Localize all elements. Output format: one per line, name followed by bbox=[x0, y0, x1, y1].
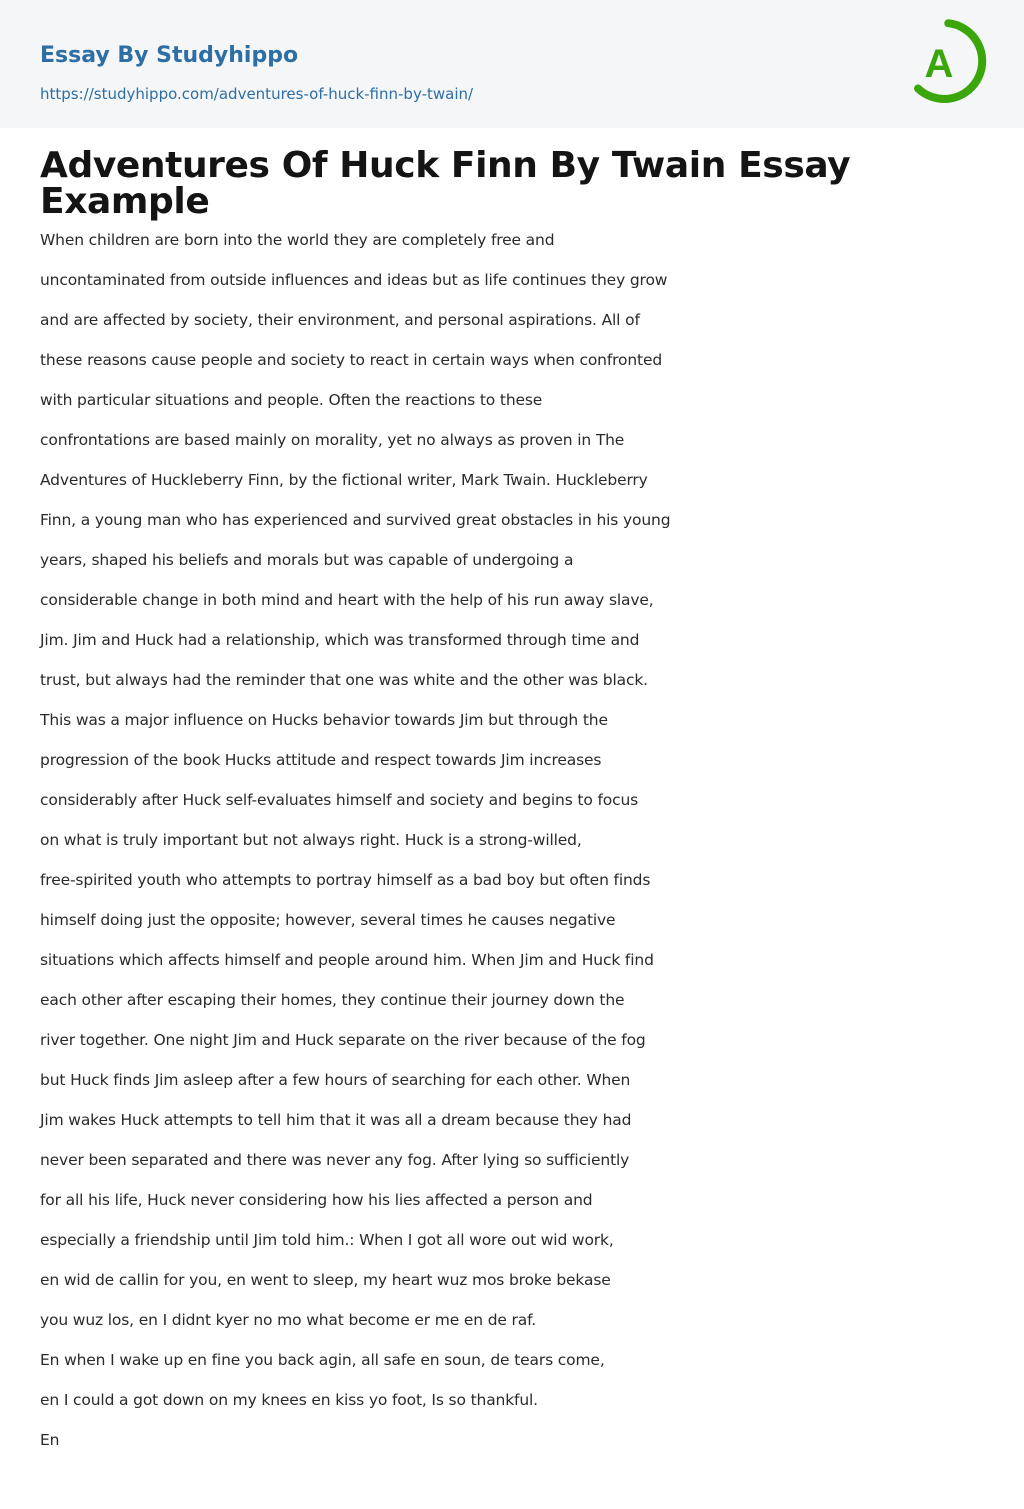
essay-line: these reasons cause people and society to react in certain ways when confronted bbox=[40, 351, 663, 369]
site-header bbox=[0, 0, 1024, 128]
essay-line: considerably after Huck self-evaluates himself and society and begins to focus bbox=[40, 791, 639, 809]
essay-line: Finn, a young man who has experienced and survived great obstacles in his young bbox=[40, 511, 671, 529]
essay-line: En bbox=[40, 1431, 60, 1449]
logo-letter: A bbox=[924, 42, 954, 86]
site-title[interactable]: Essay By Studyhippo bbox=[40, 43, 299, 68]
essay-line: situations which affects himself and people around him. When Jim and Huck find bbox=[40, 951, 654, 969]
essay-line: confrontations are based mainly on morality, yet no always as proven in The bbox=[40, 431, 625, 449]
essay-line: Adventures of Huckleberry Finn, by the fictional writer, Mark Twain. Huckleberry bbox=[40, 471, 648, 489]
essay-line: with particular situations and people. Often the reactions to these bbox=[40, 391, 543, 409]
essay-line: and are affected by society, their environment, and personal aspirations. All of bbox=[40, 311, 640, 329]
essay-line: you wuz los, en I didnt kyer no mo what become er me en de raf. bbox=[40, 1311, 537, 1329]
essay-line: en wid de callin for you, en went to sleep, my heart wuz mos broke bekase bbox=[40, 1271, 611, 1289]
essay-title: Adventures Of Huck Finn By Twain Essay Example bbox=[40, 145, 851, 222]
essay-line: for all his life, Huck never considering how his lies affected a person and bbox=[40, 1191, 593, 1209]
essay-line: progression of the book Hucks attitude and respect towards Jim increases bbox=[40, 751, 602, 769]
studyhippo-logo-icon[interactable] bbox=[908, 16, 992, 110]
essay-line: This was a major influence on Hucks behavior towards Jim but through the bbox=[40, 711, 608, 729]
essay-line: considerable change in both mind and heart with the help of his run away slave, bbox=[40, 591, 654, 609]
essay-line: en I could a got down on my knees en kiss yo foot, Is so thankful. bbox=[40, 1391, 538, 1409]
essay-line: each other after escaping their homes, they continue their journey down the bbox=[40, 991, 625, 1009]
essay-line: especially a friendship until Jim told him.: When I got all wore out wid work, bbox=[40, 1231, 614, 1249]
essay-line: When children are born into the world they are completely free and bbox=[40, 231, 555, 249]
essay-line: Jim wakes Huck attempts to tell him that it was all a dream because they had bbox=[40, 1111, 632, 1129]
essay-line: En when I wake up en fine you back agin, all safe en soun, de tears come, bbox=[40, 1351, 605, 1369]
essay-body bbox=[40, 230, 740, 1470]
essay-line: river together. One night Jim and Huck separate on the river because of the fog bbox=[40, 1031, 646, 1049]
essay-line: years, shaped his beliefs and morals but was capable of undergoing a bbox=[40, 551, 574, 569]
essay-line: on what is truly important but not always right. Huck is a strong-willed, bbox=[40, 831, 582, 849]
source-url-link[interactable]: https://studyhippo.com/adventures-of-huck-finn-by-twain/ bbox=[40, 85, 474, 103]
essay-line: free-spirited youth who attempts to portray himself as a bad boy but often finds bbox=[40, 871, 651, 889]
essay-line: never been separated and there was never any fog. After lying so sufficiently bbox=[40, 1151, 630, 1169]
essay-line: but Huck finds Jim asleep after a few hours of searching for each other. When bbox=[40, 1071, 631, 1089]
essay-line: trust, but always had the reminder that one was white and the other was black. bbox=[40, 671, 648, 689]
essay-line: Jim. Jim and Huck had a relationship, which was transformed through time and bbox=[40, 631, 640, 649]
essay-line: uncontaminated from outside influences and ideas but as life continues they grow bbox=[40, 271, 668, 289]
essay-line: himself doing just the opposite; however, several times he causes negative bbox=[40, 911, 616, 929]
